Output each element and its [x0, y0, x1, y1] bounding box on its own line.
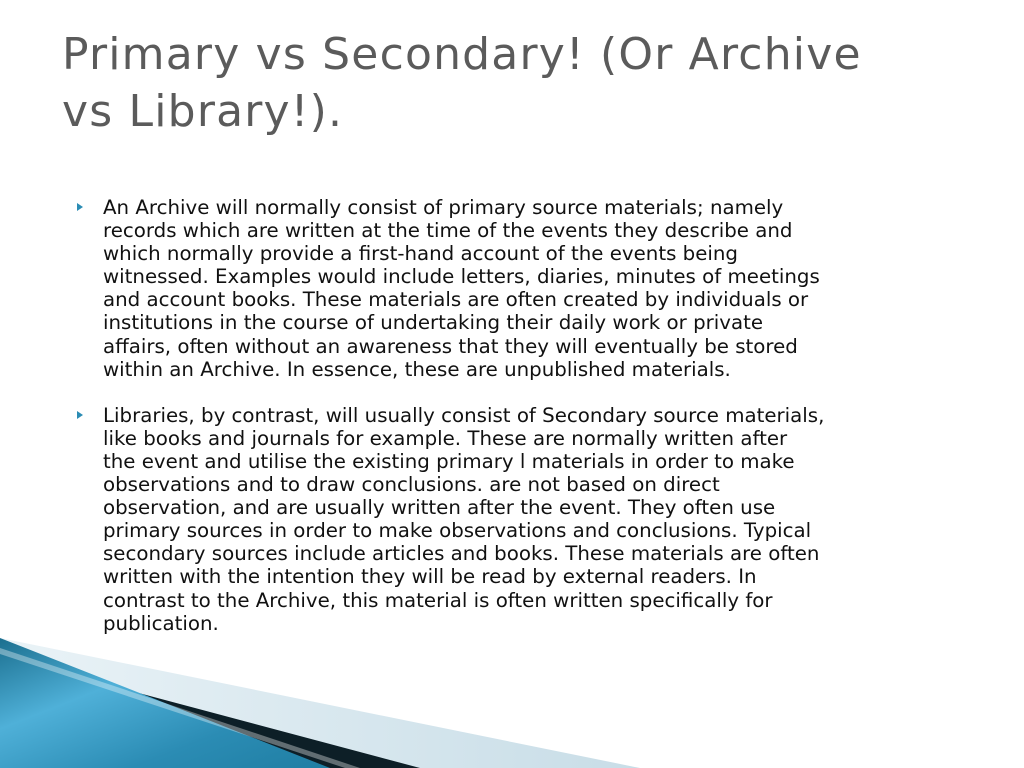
list-item [74, 196, 974, 381]
decorative-swoosh [0, 638, 1024, 768]
list-item [74, 404, 974, 635]
bullet-list [74, 196, 974, 658]
triangle-bullet-icon [77, 203, 83, 211]
slide-title: Primary vs Secondary! (Or Archive vs Library!). [62, 29, 862, 137]
bullet-text: An Archive will normally consist of primary source materials; namely records which are written at the time of the events they describe and which normally provide a first-hand account of the events being witnessed. Examples would include letters, diaries, minutes of meetings and account books. These materials are often created by individuals or institutions in the course of undertaking their daily work or private affairs, often without an awareness that they will eventually be stored within an Archive. In essence, these are unpublished materials. [103, 196, 820, 381]
triangle-bullet-icon [77, 411, 83, 419]
bullet-text: Libraries, by contrast, will usually consist of Secondary source materials, like books and journals for example. These are normally written after the event and utilise the existing primary l materials in order to make observations and to draw conclusions. are not based on direct observation, and are usually written after the event. They often use primary sources in order to make observations and conclusions. Typical secondary sources include articles and books. These materials are often written with the intention they will be read by external readers. In contrast to the Archive, this material is often written specifically for publication. [103, 403, 825, 635]
